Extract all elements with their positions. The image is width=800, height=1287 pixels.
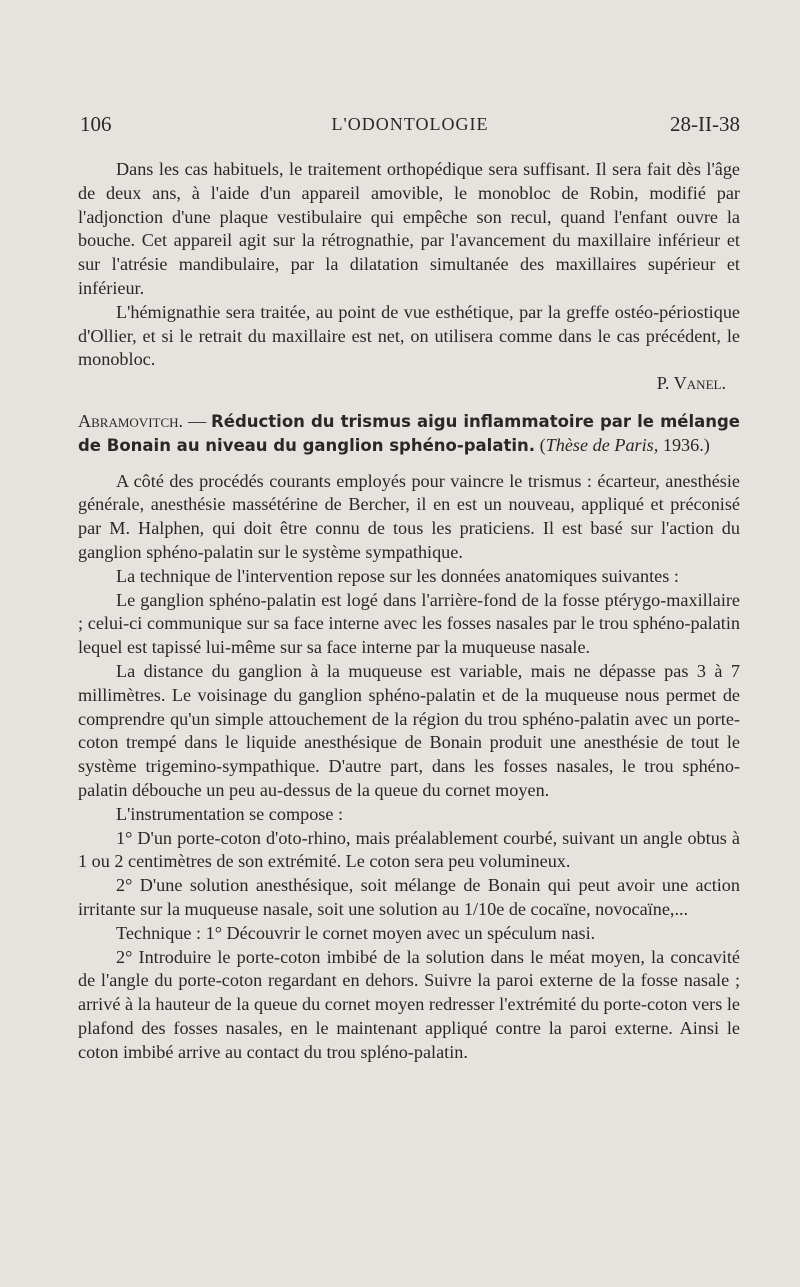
page-body: [78, 158, 740, 1064]
paragraph: Dans les cas habituels, le traitement orthopédique sera suffisant. Il sera fait dès l'âge de deux ans, à l'aide d'un appareil amovible, le monobloc de Robin, modifié par l'adjonction d'une plaque vestibulaire qui empêche son recul, quand l'enfant ouvre la bouche. Cet appareil agit sur la rétrognathie, par l'avancement du maxillaire inférieur et sur l'atrésie mandibulaire, par la dilatation simultanée des maxillaires supérieur et inférieur.: [78, 159, 740, 298]
journal-title: L'ODONTOLOGIE: [331, 114, 489, 134]
entry-author: Abramovitch.: [78, 410, 184, 431]
entry-dash: —: [183, 410, 212, 431]
bibliographic-entry: [78, 410, 740, 458]
entry-title: Réduction du trismus aigu inflammatoire par le mélange de Bonain au niveau du ganglion sphéno-palatin.: [78, 411, 740, 455]
paragraph: 2° Introduire le porte-coton imbibé de la solution dans le méat moyen, la concavité de l'angle du porte-coton regardant en dehors. Suivre la paroi externe de la fosse nasale ; arrivé à la hauteur de la queue du cornet moyen redresser l'extrémité du porte-coton vers le plafond des fosses nasales, en le maintenant appliqué contre la paroi externe. Ainsi le coton imbibé arrive au contact du trou spléno-palatin.: [78, 946, 740, 1062]
paragraph: L'instrumentation se compose :: [116, 803, 344, 824]
entry-citation-source: Thèse de Paris,: [545, 434, 659, 455]
paragraph: La technique de l'intervention repose sur les données anatomiques suivantes :: [116, 565, 679, 586]
entry-cite-open: (: [535, 434, 546, 455]
paragraph: Technique : 1° Découvrir le cornet moyen avec un spéculum nasi.: [116, 922, 596, 943]
issue-date: 28-II-38: [670, 112, 740, 136]
entry-citation-year: 1936.): [658, 434, 710, 455]
author-signature: P. Vanel.: [656, 373, 726, 394]
paragraph: Le ganglion sphéno-palatin est logé dans l'arrière-fond de la fosse ptérygo-maxillaire ; celui-ci communique sur sa face interne avec les fosses nasales par le trou sphéno-palatin lequel est tapissé lui-même sur sa face interne par la muqueuse nasale.: [78, 589, 740, 658]
paragraph: L'hémignathie sera traitée, au point de vue esthétique, par la greffe ostéo-périostique d'Ollier, et si le retrait du maxillaire est net, on utilisera comme dans le cas précédent, le monobloc.: [78, 301, 740, 370]
paragraph: 2° D'une solution anesthésique, soit mélange de Bonain qui peut avoir une action irritante sur la muqueuse nasale, soit une solution au 1/10e de cocaïne, novocaïne,...: [78, 875, 740, 919]
paragraph: 1° D'un porte-coton d'oto-rhino, mais préalablement courbé, suivant un angle obtus à 1 ou 2 centimètres de son extrémité. Le coton sera peu volumineux.: [78, 827, 740, 872]
paragraph: La distance du ganglion à la muqueuse est variable, mais ne dépasse pas 3 à 7 millimètres. Le voisinage du ganglion sphéno-palatin et de la muqueuse nous permet de comprendre qu'un simple attouchement de la région du trou sphéno-palatin avec un porte-coton trempé dans le liquide anesthésique de Bonain produit une anesthésie de tout le système trigemino-sympathique. D'autre part, dans les fosses nasales, le trou sphéno-palatin débouche un peu au-dessus de la queue du cornet moyen.: [78, 660, 740, 800]
running-header: [80, 112, 740, 142]
page-number: 106: [80, 112, 112, 136]
paragraph: A côté des procédés courants employés pour vaincre le trismus : écarteur, anesthésie générale, anesthésie massétérine de Bercher, il en est un nouveau, appliqué et préconisé par M. Halphen, qui doit être connu de tous les praticiens. Il est basé sur l'action du ganglion sphéno-palatin sur le système sympathique.: [78, 470, 740, 562]
